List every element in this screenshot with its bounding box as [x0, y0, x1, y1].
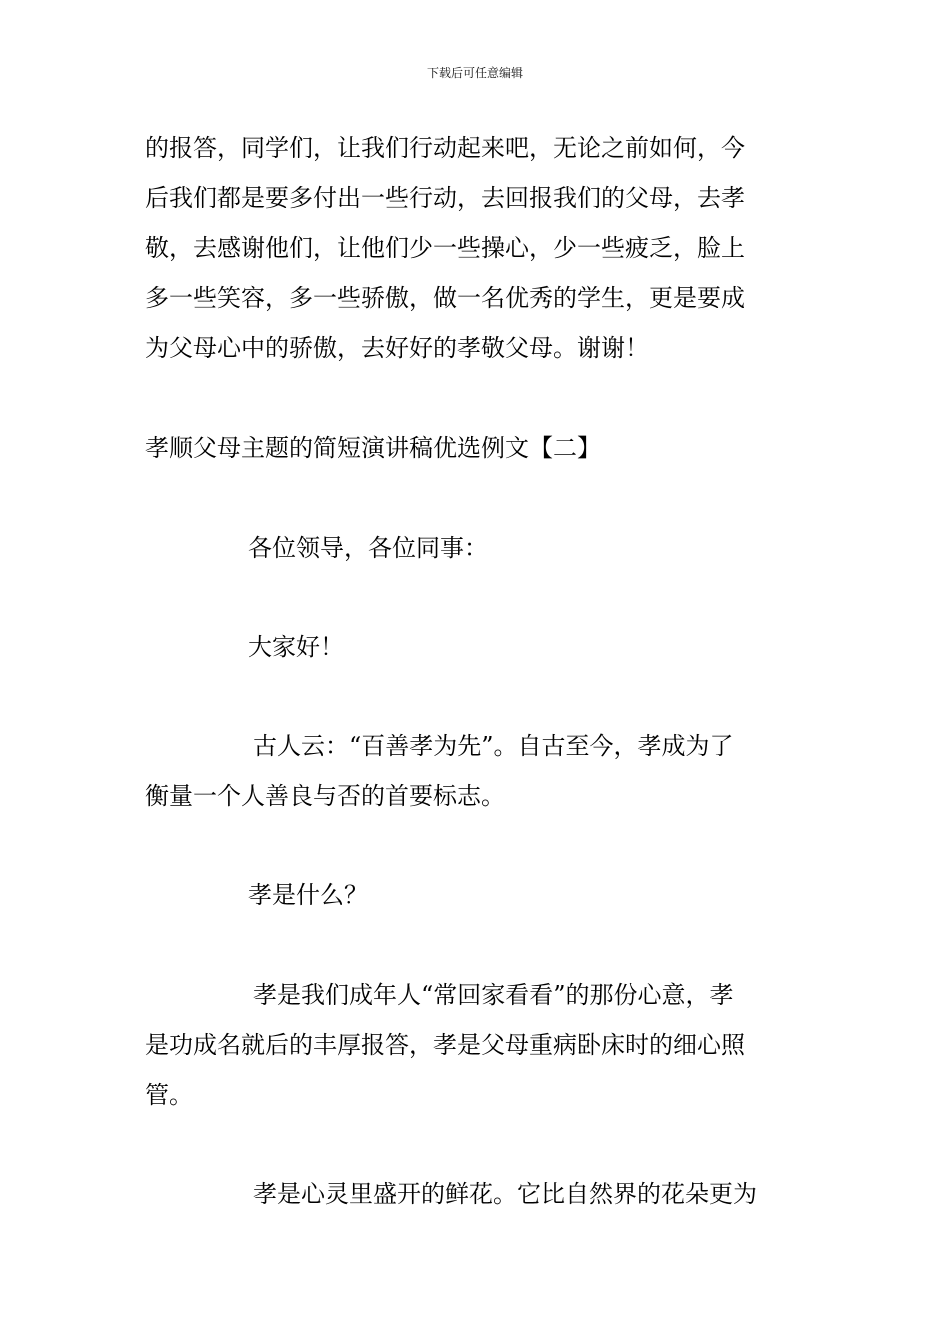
greeting: 各位领导，各位同事：	[248, 534, 488, 562]
text-line: 管。	[145, 1081, 193, 1109]
question-line: 孝是什么？	[248, 881, 368, 909]
text-line: 多一些笑容，多一些骄傲，做一名优秀的学生，更是要成	[145, 284, 745, 312]
text-line: 是功成名就后的丰厚报答，孝是父母重病卧床时的细心照	[145, 1031, 745, 1059]
text-line: 为父母心中的骄傲，去好好的孝敬父母。谢谢！	[145, 334, 649, 362]
text-line: 敬，去感谢他们，让他们少一些操心，少一些疲乏，脸上	[145, 234, 745, 262]
page-header: 下载后可任意编辑	[426, 66, 523, 80]
text-line: 后我们都是要多付出一些行动，去回报我们的父母，去孝	[145, 184, 745, 212]
text-line: 孝是心灵里盛开的鲜花。它比自然界的花朵更为	[253, 1180, 757, 1208]
section-title: 孝顺父母主题的简短演讲稿优选例文【二】	[145, 434, 601, 462]
text-line: 的报答，同学们，让我们行动起来吧，无论之前如何，今	[145, 134, 745, 162]
text-line: 古人云：“百善孝为先”。自古至今，孝成为了	[253, 732, 734, 760]
text-line: 孝是我们成年人“常回家看看”的那份心意，孝	[253, 981, 734, 1009]
text-line: 衡量一个人善良与否的首要标志。	[145, 782, 505, 810]
hello-line: 大家好！	[248, 633, 344, 661]
